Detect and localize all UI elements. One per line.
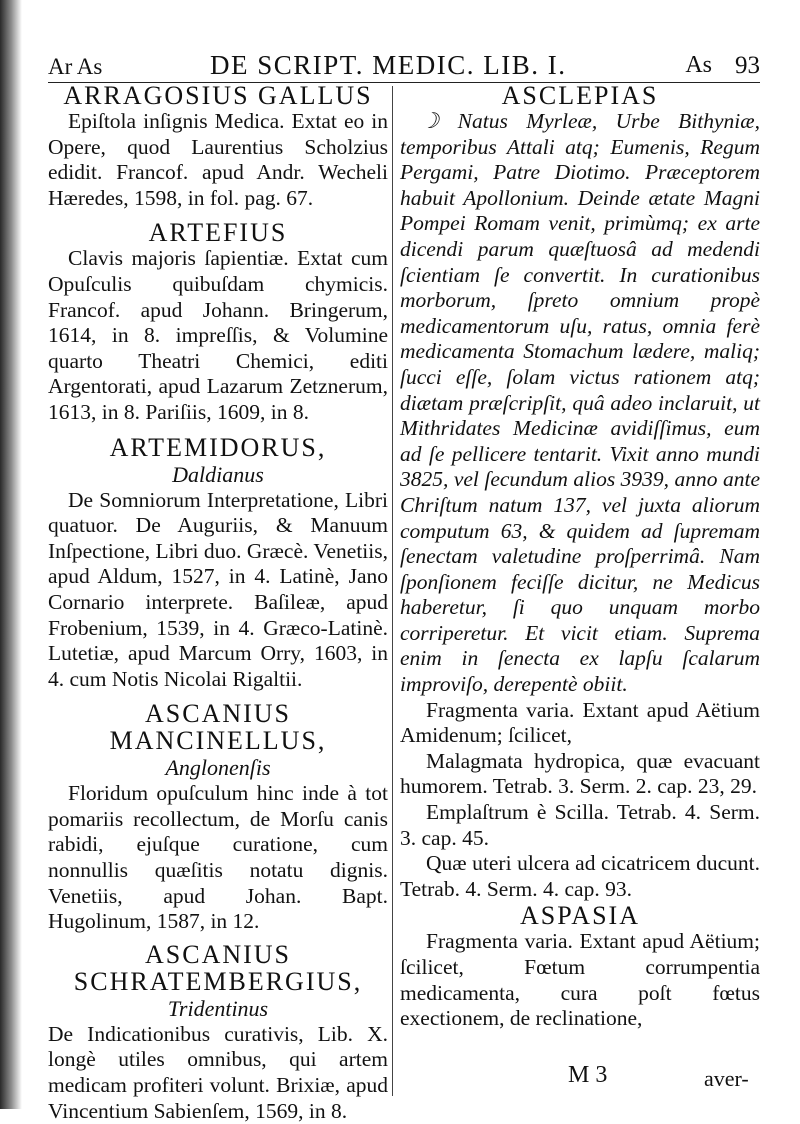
page-number: 93 xyxy=(735,52,760,79)
entry-artefius xyxy=(48,219,388,425)
entry-text: Fragmenta varia. Extant apud Aëtium Amidenum; ſcilicet, xyxy=(400,697,760,748)
entry-subheading: Anglonenſis xyxy=(165,755,271,781)
gutter-shadow xyxy=(0,0,22,1109)
entry-asclepias xyxy=(400,82,760,902)
left-column xyxy=(48,82,388,1124)
entry-artemidorus xyxy=(48,434,388,693)
running-head xyxy=(48,48,760,83)
entry-aspasia xyxy=(400,902,760,1031)
entry-text: De Somniorum Interpretatione, Libri quatuor. De Auguriis, & Manuum Inſpectione, Libri duo. Græcè. Venetiis, apud Aldum, 1527, in 4. Latinè, Jano Cornario interprete. Baſileæ, apud Frobenium, 1539, in 4. Græco-Latinè. Lutetiæ, apud Marcum Orry, 1603, in 4. cum Notis Nicolai Rigaltii. xyxy=(48,487,388,691)
entry-text: Malagmata hydropica, quæ evacuant humorem. Tetrab. 3. Serm. 2. cap. 23, 29. xyxy=(400,748,760,799)
header-right-keyword: As xyxy=(685,52,712,78)
entry-heading: ARTEFIUS xyxy=(148,218,288,248)
entry-arragosius xyxy=(48,82,388,211)
signature-mark: M 3 xyxy=(568,1062,608,1088)
entry-text: Clavis majoris ſapientiæ. Extat cum Opuſculis quibuſdam chymicis. Francof. apud Johann. Bringerum, 1614, in 8. impreſſis, & Volumine quarto Theatri Chemici, editi Argentorati, apud Lazarum Zetznerum, 1613, in 8. Pariſiis, 1609, in 8. xyxy=(48,246,388,424)
entry-text: Quæ uteri ulcera ad cicatricem ducunt. Tetrab. 4. Serm. 4. cap. 93. xyxy=(400,851,760,901)
entry-ascanius-schratembergius xyxy=(48,941,388,1124)
column-divider xyxy=(392,86,393,1096)
entry-subheading: Daldianus xyxy=(172,461,264,487)
entry-ascanius-mancinellus xyxy=(48,700,388,935)
entry-subheading: Tridentinus xyxy=(167,995,269,1021)
entry-heading: ASCANIUS SCHRATEMBERGIUS, xyxy=(73,939,363,996)
header-left-keyword: Ar As xyxy=(48,54,103,79)
entry-text: Floridum opuſculum hinc inde à tot pomariis recollectum, de Morſu canis rabidi, ejuſque curatione, cum nonnullis quæſitis notatu dignis. Venetiis, apud Johan. Bapt. Hugolinum, 1587, in 12. xyxy=(48,781,388,934)
right-column xyxy=(400,82,760,1032)
header-title: DE SCRIPT. MEDIC. LIB. I. xyxy=(210,50,567,80)
entry-text: Fragmenta varia. Extant apud Aëtium; ſcilicet, Fœtum corrumpentia medicamenta, cura poſt fœtus exectionem, de reclinatione, xyxy=(400,929,760,1031)
entry-heading: ASCANIUS MANCINELLUS, xyxy=(109,699,327,756)
entry-heading: ASPASIA xyxy=(520,901,640,931)
entry-text: Epiſtola inſignis Medica. Extat eo in Opere, quod Laurentius Scholzius edidit. Francof. apud Andr. Wecheli Hæredes, 1598, in fol. pag. 67. xyxy=(48,109,388,210)
catchword: aver- xyxy=(704,1066,749,1091)
entry-heading: ARRAGOSIUS GALLUS xyxy=(63,81,373,110)
entry-text-biography: ☽ Natus Myrleæ, Urbe Bithyniæ, temporibus Attali atq; Eumenis, Regum Pergami, Patre Diotimo. Præceptorem habuit Apollonium. Deinde ætate Magni Pompei Romam venit, primùmq; ex arte dicendi parum quæſtuosâ ad medendi ſcientiam ſe convertit. In curationibus morborum, ſpreto omnium propè medicamentorum uſu, ratus, omnia ferè medicamenta Stomachum lædere, maliq; ſucci eſſe, ſolam victus rationem atq; diætam præſcripſit, quâ adeo inclaruit, ut Mithridates Medicinæ avidiſſimus, eum ad ſe pellicere tentarit. Vixit anno mundi 3825, vel ſecundum alios 3939, anno ante Chriſtum natum 137, vel juxta aliorum computum 63, & quidem ad ſupremam ſenectam valetudine proſperrimâ. Nam ſponſionem feciſſe dicitur, ne Medicus haberetur, ſi quo unquam morbo corriperetur. Et vicit etiam. Suprema enim in ſenecta ex lapſu ſcalarum improviſo, derepentè obiit. xyxy=(400,109,760,697)
entry-heading: ASCLEPIAS xyxy=(501,81,659,110)
entry-heading: ARTEMIDORUS, xyxy=(109,432,327,462)
entry-text: Emplaſtrum è Scilla. Tetrab. 4. Serm. 3. cap. 45. xyxy=(400,800,760,850)
entry-text: De Indicationibus curativis, Lib. X. longè utiles omnibus, qui artem medicam profiteri volunt. Brixiæ, apud Vincentium Sabienſem, 1569, in 8. xyxy=(48,1021,388,1123)
